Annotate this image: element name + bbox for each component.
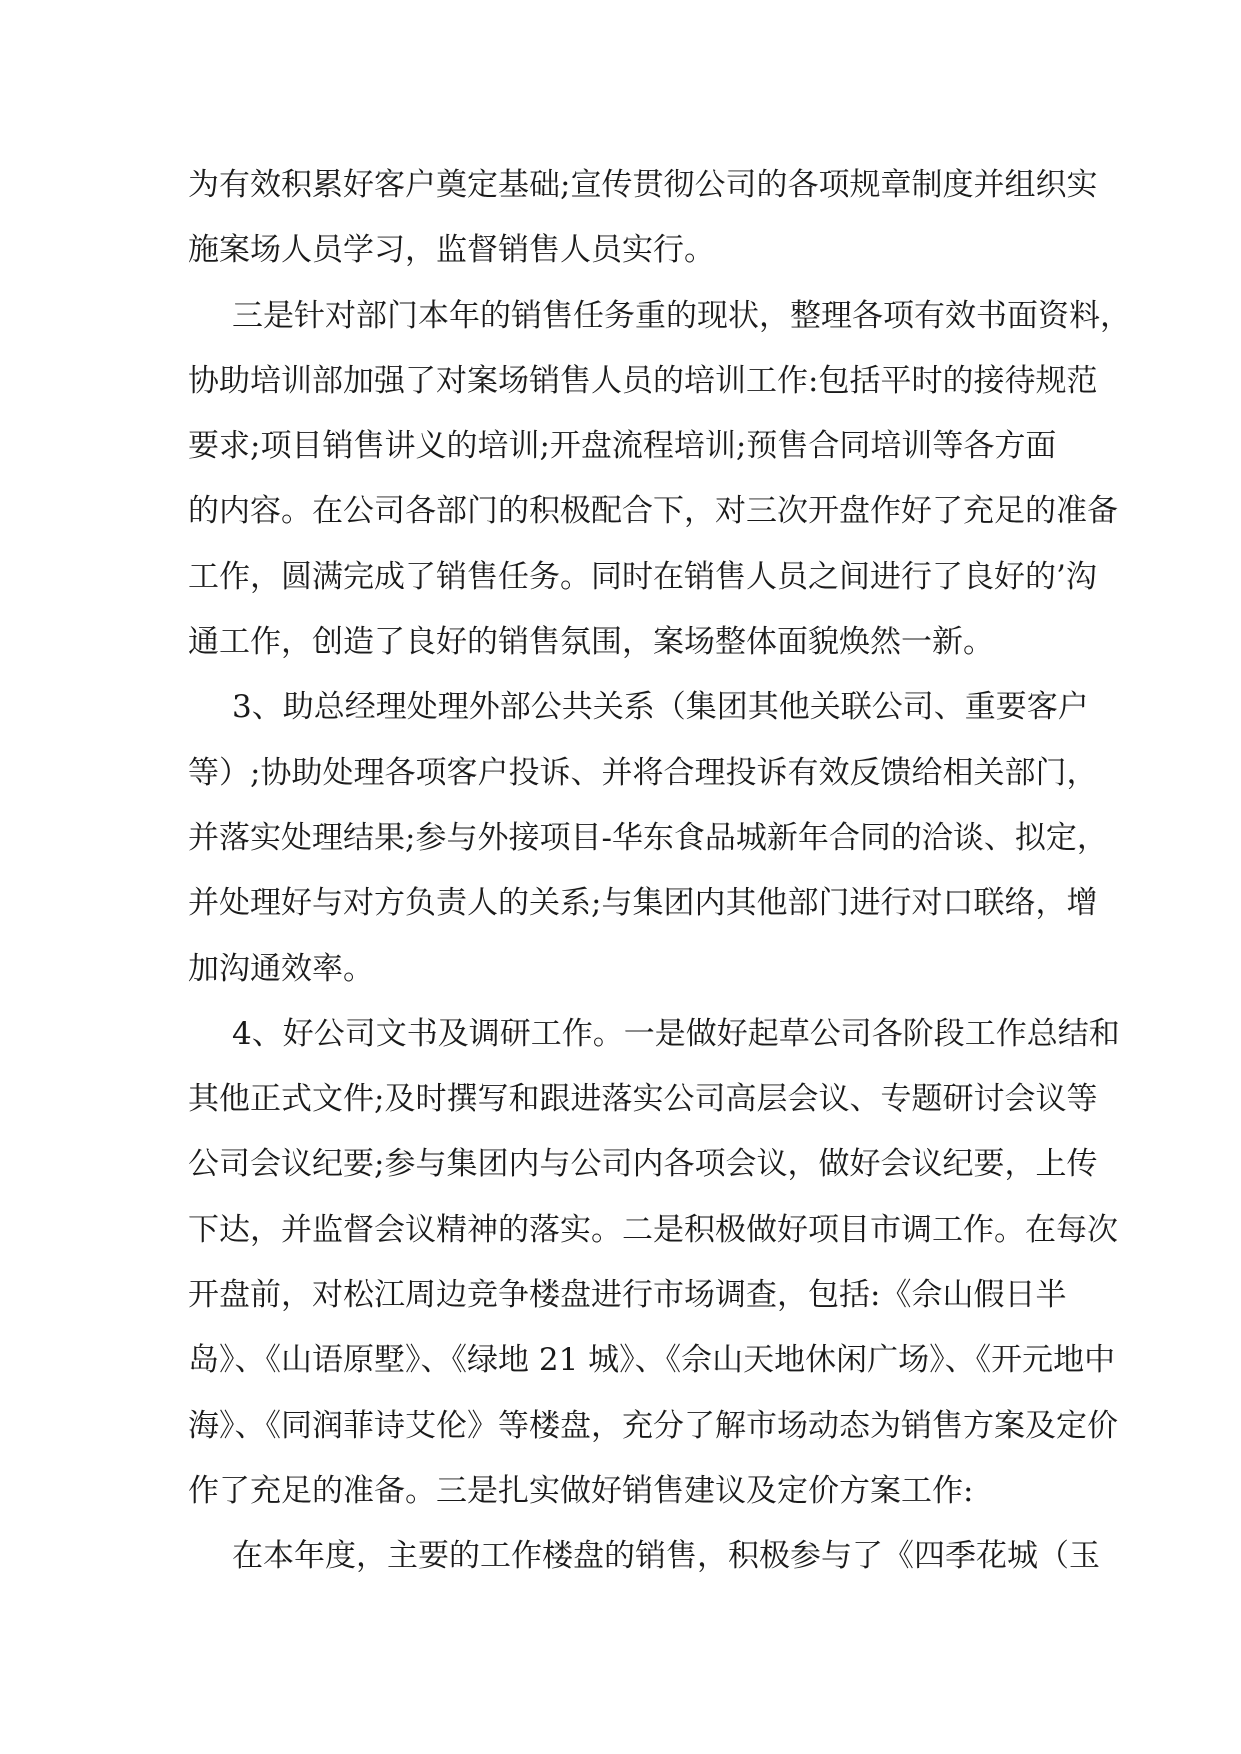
text-line: 公司会议纪要;参与集团内与公司内各项会议，做好会议纪要，上传 <box>188 1146 1098 1183</box>
paragraph <box>188 1524 1100 1589</box>
text-line: 的内容。在公司各部门的积极配合下，对三次开盘作好了充足的准备 <box>188 493 1118 530</box>
text-line: 其他正式文件;及时撰写和跟进落实公司高层会议、专题研讨会议等 <box>188 1081 1098 1118</box>
text-line: 在本年度，主要的工作楼盘的销售，积极参与了《四季花城（玉 <box>232 1538 1100 1575</box>
text-line: 4、好公司文书及调研工作。一是做好起草公司各阶段工作总结和 <box>232 1015 1120 1052</box>
text-line: 并处理好与对方负责人的关系;与集团内其他部门进行对口联络，增 <box>188 885 1098 922</box>
text-line: 三是针对部门本年的销售任务重的现状，整理各项有效书面资料， <box>232 297 1131 334</box>
text-line: 协助培训部加强了对案场销售人员的培训工作:包括平时的接待规范 <box>188 362 1098 399</box>
text-line: 加沟通效率。 <box>188 950 374 987</box>
paragraph <box>188 153 1098 284</box>
text-line: 3、助总经理处理外部公共关系（集团其他关联公司、重要客户 <box>232 689 1089 726</box>
paragraph <box>188 1002 1120 1524</box>
text-line: 要求;项目销售讲义的培训;开盘流程培训;预售合同培训等各方面 <box>188 428 1057 465</box>
text-line: 通工作，创造了良好的销售氛围，案场整体面貌焕然一新。 <box>188 624 994 661</box>
document-body <box>188 153 1131 1590</box>
text-line: 开盘前，对松江周边竞争楼盘进行市场调查，包括:《佘山假日半 <box>188 1277 1067 1314</box>
text-line: 下达，并监督会议精神的落实。二是积极做好项目市调工作。在每次 <box>188 1211 1118 1248</box>
text-line: 作了充足的准备。三是扎实做好销售建议及定价方案工作: <box>188 1472 974 1509</box>
text-line: 岛》、《山语原墅》、《绿地 21 城》、《佘山天地休闲广场》、《开元地中 <box>188 1342 1116 1379</box>
text-line: 施案场人员学习，监督销售人员实行。 <box>188 232 715 269</box>
text-line: 为有效积累好客户奠定基础;宣传贯彻公司的各项规章制度并组织实 <box>188 167 1098 203</box>
paragraph <box>188 675 1108 1001</box>
text-line: 等）;协助处理各项客户投诉、并将合理投诉有效反馈给相关部门， <box>188 754 1098 791</box>
paragraph <box>188 284 1131 676</box>
text-line: 并落实处理结果;参与外接项目-华东食品城新年合同的洽谈、拟定， <box>188 819 1108 856</box>
text-line: 工作，圆满完成了销售任务。同时在销售人员之间进行了良好的’沟 <box>188 558 1097 595</box>
text-line: 海》、《同润菲诗艾伦》等楼盘，充分了解市场动态为销售方案及定价 <box>188 1407 1118 1444</box>
